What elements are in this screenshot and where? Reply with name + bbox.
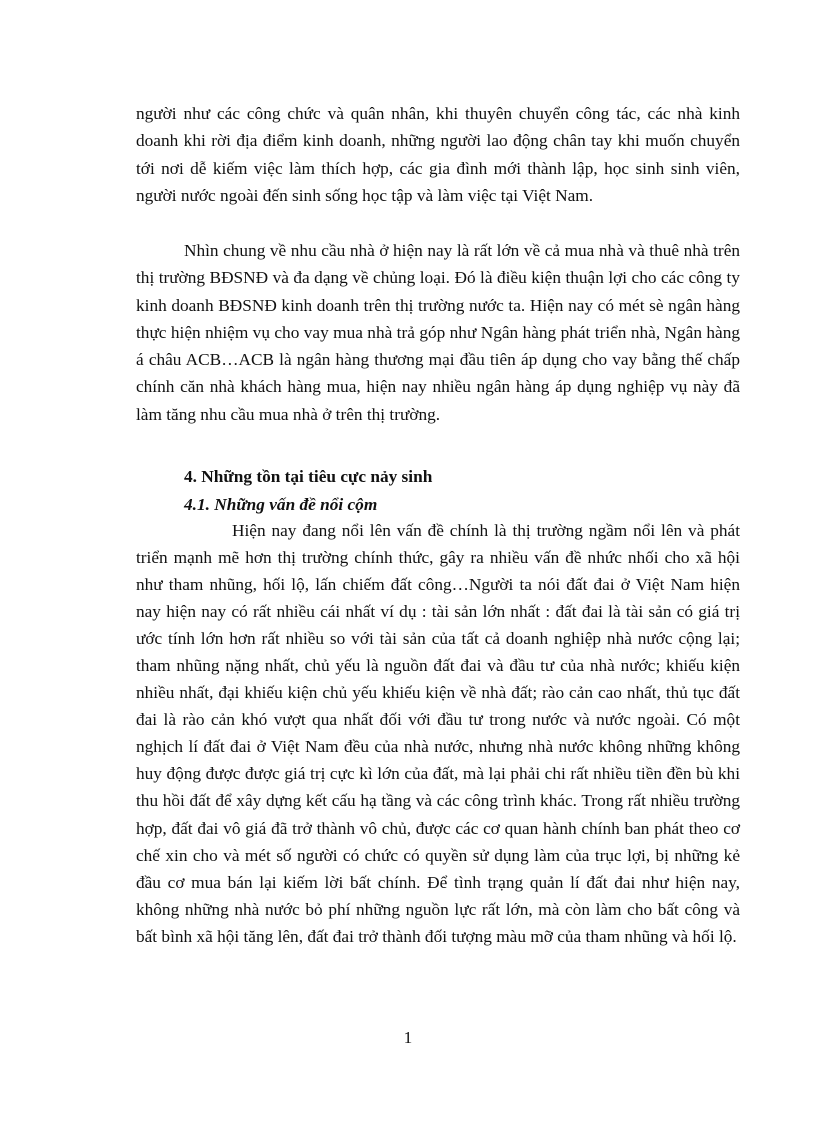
paragraph-housing-demand: Nhìn chung về nhu cầu nhà ở hiện nay là rất lớn về cả mua nhà và thuê nhà trên thị trường BĐSNĐ và đa dạng về chủng loại. Đó là điều kiện thuận lợi cho các công ty kinh doanh BĐSNĐ kinh doanh trên thị trường nước ta. Hiện nay có mét sè ngân hàng thực hiện nhiệm vụ cho vay mua nhà trả góp như Ngân hàng phát triển nhà, Ngân hàng á châu ACB…ACB là ngân hàng thương mại đầu tiên áp dụng cho vay bằng thế chấp chính căn nhà khách hàng mua, hiện nay nhiều ngân hàng áp dụng nghiệp vụ này đã làm tăng nhu cầu mua nhà ở trên thị trường. — [136, 241, 740, 424]
subsection-heading: 4.1. Những vấn đề nổi cộm — [184, 495, 378, 514]
page-number: 1 — [403, 1028, 413, 1047]
paragraph-prominent-issues: Hiện nay đang nổi lên vấn đề chính là thị trường ngầm nổi lên và phát triển mạnh mẽ hơn thị trường chính thức, gây ra nhiều vấn đề nhức nhối cho xã hội như tham nhũng, hối lộ, lấn chiếm đất công…Người ta nói đất đai ở Việt Nam hiện nay hiện nay có rất nhiều cái nhất ví dụ : tài sản lớn nhất : đất đai là tài sản có giá trị ước tính lớn hơn rất nhiều so với tài sản của tất cả doanh nghiệp nhà nước cộng lại; tham nhũng nặng nhất, chủ yếu là nguồn đất đai và đầu tư của nhà nước; khiếu kiện nhiều nhất, đại khiếu kiện chủ yếu khiếu kiện về nhà đất; rào cản cao nhất, thủ tục đất đai là rào cản khó vượt qua nhất đối với đầu tư trong nước và nước ngoài. Có một nghịch lí đất đai ở Việt Nam đều của nhà nước, nhưng nhà nước không những không huy động được được giá trị cực kì lớn của đất, mà lại phải chi rất nhiều tiền đền bù khi thu hồi đất để xây dựng kết cấu hạ tầng và các công trình khác. Trong rất nhiều trường hợp, đất đai vô giá đã trở thành vô chủ, được các cơ quan hành chính ban phát theo cơ chế xin cho và mét số người có chức có quyền sử dụng làm của trục lợi, bị những kẻ đầu cơ mua bán lại kiếm lời bất chính. Để tình trạng quản lí đất đai như hiện nay, không những nhà nước bỏ phí những nguồn lực rất lớn, mà còn làm cho bất công và bất bình xã hội tăng lên, đất đai trở thành đối tượng màu mỡ của tham nhũng và hối lộ. — [136, 521, 740, 946]
paragraph-continuation: người như các công chức và quân nhân, khi thuyên chuyển công tác, các nhà kinh doanh khi rời địa điểm kinh doanh, những người lao động chân tay khi muốn chuyển tới nơi dễ kiếm việc làm thích hợp, các gia đình mới thành lập, học sinh sinh viên, người nước ngoài đến sinh sống học tập và làm việc tại Việt Nam. — [136, 104, 740, 205]
section-heading: 4. Những tồn tại tiêu cực nảy sinh — [184, 467, 433, 486]
